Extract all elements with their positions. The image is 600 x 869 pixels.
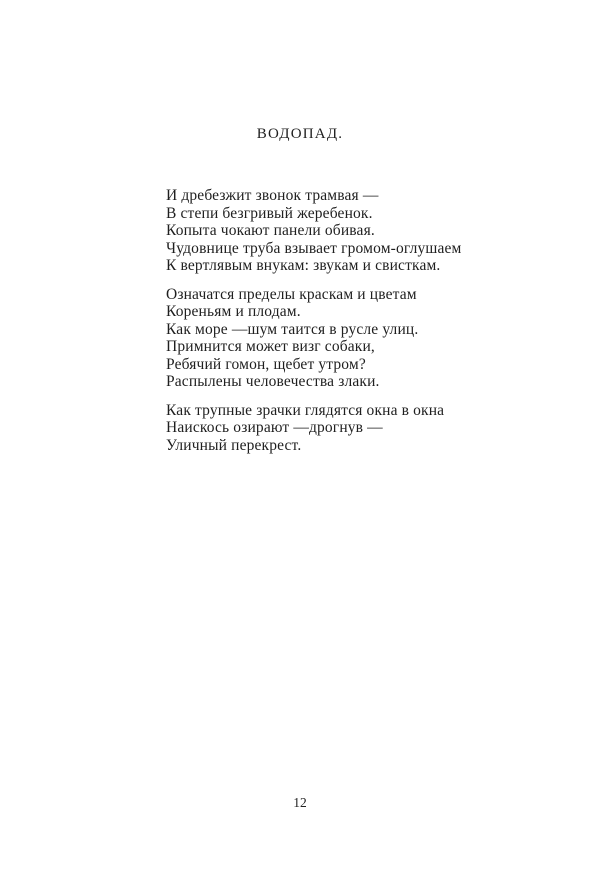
- poem-line: Уличный перекрест.: [166, 436, 302, 454]
- page-number: 12: [293, 795, 307, 810]
- poem-line: В степи безгривый жеребенок.: [166, 204, 373, 222]
- poem-line: И дребезжит звонок трамвая —: [166, 187, 379, 204]
- poem-line: Как трупные зрачки глядятся окна в окна: [166, 401, 445, 419]
- poem-line: Ребячий гомон, щебет утром?: [166, 355, 366, 373]
- poem-stanza-1: [166, 187, 461, 275]
- poem-title: ВОДОПАД.: [256, 126, 344, 142]
- poem-line: К вертлявым внукам: звукам и свисткам.: [166, 257, 441, 274]
- poem-body: [166, 187, 461, 465]
- poem-line: Чудовнице труба взывает громом-оглушаем: [166, 239, 462, 257]
- poem-line: Копыта чокают панели обивая.: [166, 222, 375, 239]
- poem-stanza-3: [166, 402, 461, 455]
- poem-line: Означатся пределы краскам и цветам: [166, 285, 417, 303]
- poem-line: Как море —шум таится в русле улиц.: [166, 320, 419, 338]
- poem-line: Примнится может визг собаки,: [166, 338, 375, 355]
- poem-stanza-2: [166, 286, 461, 391]
- poem-line: Кореньям и плодам.: [166, 303, 301, 320]
- poem-line: Распылены человечества злаки.: [166, 373, 380, 390]
- poem-line: Наискось озирают —дрогнув —: [166, 419, 383, 436]
